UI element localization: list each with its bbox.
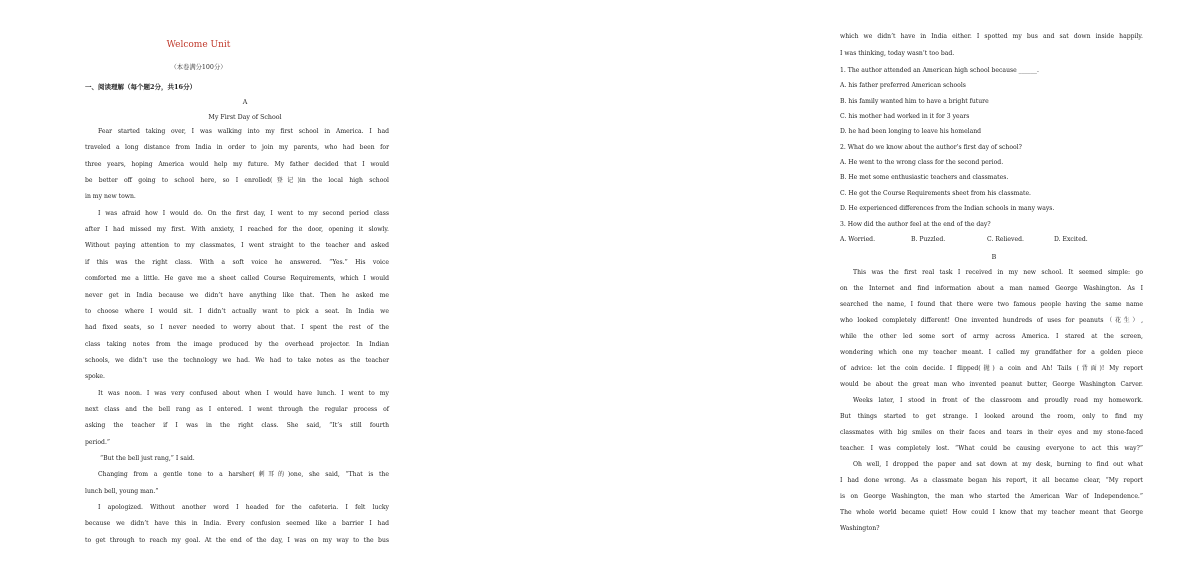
passage-b-line: Weeks later, I stood in front of the classroom and proudly read my homework. — [853, 397, 1143, 404]
passage-b-line: I had done wrong. As a classmate began his report, it all became clear, “My report — [840, 477, 1143, 484]
passage-a-line: I apologized. Without another word I headed for the cafeteria. I felt lucky — [98, 504, 389, 512]
answer-option: C. He got the Course Requirements sheet from his classmate. — [840, 189, 1031, 197]
passage-b-line: of advice: let the coin decide. I flipped(抛) a coin and Ah! Tails (背面)! My report — [840, 365, 1143, 372]
passage-b-label: B — [991, 254, 997, 261]
page-subtitle: （本卷满分100分） — [170, 64, 227, 71]
passage-b-line: Washington? — [840, 525, 880, 532]
question-stem: 3. How did the author feel at the end of the day? — [840, 220, 991, 228]
answer-option: B. He met some enthusiastic teachers and classmates. — [840, 174, 1009, 182]
answer-option: C. Relieved. — [987, 235, 1024, 243]
passage-b-line: classmates with big smiles on their faces and tears in their eyes and my stone-faced — [840, 429, 1143, 436]
passage-a-line: I was thinking, today wasn’t too bad. — [840, 50, 955, 57]
passage-a-line: I was afraid how I would do. On the first day, I went to my second period class — [98, 209, 389, 217]
answer-option: A. He went to the wrong class for the second period. — [840, 159, 1004, 167]
passage-b-line: The whole world became quiet! How could I know that my teacher meant that George — [840, 509, 1143, 516]
passage-b-line: This was the first real task I received in my new school. It seemed simple: go — [853, 269, 1143, 276]
passage-a-label: A — [242, 99, 248, 106]
passage-a-line: It was noon. I was very confused about when I would have lunch. I went to my — [98, 389, 389, 397]
passage-a-line: be better off going to school here, so I enrolled(登记)in the local high school — [85, 177, 389, 185]
passage-b-line: is on George Washington, the man who started the American War of Independence.” — [840, 493, 1143, 500]
answer-option: A. his father preferred American schools — [840, 82, 966, 90]
passage-a-line: period.” — [85, 438, 110, 446]
passage-a-line: schools, we didn’t use the technology we had. We had to take notes as the teacher — [85, 356, 389, 364]
passage-a-line: three years, hoping America would help my future. My father decided that I would — [85, 160, 389, 168]
passage-b-line: searched the name, I found that there were two famous people having the same name — [840, 301, 1143, 308]
passage-a-line: after I had missed my first. With anxiety, I reached for the door, opening it slowly. — [85, 226, 389, 234]
passage-a-line: spoke. — [85, 373, 105, 381]
page-title: Welcome Unit — [166, 40, 231, 50]
answer-option: B. Puzzled. — [911, 235, 946, 243]
passage-b-line: on the Internet and find information about a man named George Washington. As I — [840, 285, 1143, 292]
passage-b-line: Oh well, I dropped the paper and sat down at my desk, burning to find out what — [853, 461, 1143, 468]
passage-b-line: who looked completely different! One invented hundreds of uses for peanuts（花生）, — [840, 317, 1143, 324]
passage-a-line: in my new town. — [85, 193, 136, 201]
passage-a-line: to get through to reach my goal. At the end of the day, I was on my way to the bus — [85, 536, 389, 544]
answer-option: D. He experienced differences from the Indian schools in many ways. — [840, 205, 1055, 213]
passage-a-line: next class and the bell rang as I entered. I went through the regular process of — [85, 405, 389, 413]
passage-a-line: because we didn’t have this in India. Every confusion seemed like a barrier I had — [85, 520, 389, 528]
answer-option: B. his family wanted him to have a bright future — [840, 97, 989, 105]
passage-a-line: traveled a long distance from India in order to join my parents, who had been for — [85, 144, 389, 152]
answer-option: D. Excited. — [1054, 235, 1088, 243]
passage-b-line: would be about the great man who invented peanut butter, George Washington Carver. — [840, 381, 1143, 388]
passage-a-line: which we didn’t have in India either. I spotted my bus and sat down inside happily. — [840, 33, 1143, 40]
passage-a-line: Changing from a gentle tone to a harsher(刺耳的)one, she said, “That is the — [98, 471, 389, 479]
answer-option: A. Worried. — [840, 235, 876, 243]
question-stem: 2. What do we know about the author’s first day of school? — [840, 143, 1022, 151]
passage-a-line: to choose where I would sit. I didn’t actually want to pick a seat. In India we — [85, 307, 389, 315]
passage-b-line: wondering which one my teacher meant. I called my grandfather for a golden piece — [840, 349, 1143, 356]
passage-a-line: Fear started taking over, I was walking into my first school in America. I had — [98, 128, 389, 135]
section-heading: 一、阅读理解（每个题2分，共16分） — [85, 83, 197, 91]
passage-a-line: never get in India because we didn’t have anything like that. Then he asked me — [85, 291, 389, 299]
passage-a-line: comforted me a little. He gave me a sheet called Course Requirements, which I would — [85, 275, 389, 283]
answer-option: D. he had been longing to leave his homeland — [840, 128, 982, 136]
passage-a-line: lunch bell, young man.” — [85, 487, 159, 495]
passage-a-line: had fixed seats, so I never needed to worry about that. I spent the rest of the — [85, 324, 389, 332]
passage-a-title: My First Day of School — [208, 114, 282, 121]
passage-a-line: “But the bell just rang,” I said. — [100, 455, 195, 462]
passage-a-line: if this was the right class. With a soft voice he answered. “Yes.” His voice — [85, 258, 389, 266]
question-stem: 1. The author attended an American high school because ______. — [840, 67, 1039, 74]
passage-a-line: asking the teacher if I was in the right class. She said, “It’s still fourth — [85, 422, 389, 430]
passage-a-line: Without paying attention to my classmates, I went straight to the teacher and asked — [85, 242, 389, 250]
passage-b-line: while the other led some sort of army across America. I stared at the screen, — [840, 333, 1143, 340]
passage-b-line: But things started to get strange. I looked around the room, only to find my — [840, 413, 1143, 420]
answer-option: C. his mother had worked in it for 3 years — [840, 113, 970, 121]
passage-a-line: class taking notes from the image produced by the overhead projector. In Indian — [85, 340, 389, 348]
passage-b-line: teacher. I was completely lost. “What could be causing everyone to act this way?” — [840, 445, 1143, 452]
